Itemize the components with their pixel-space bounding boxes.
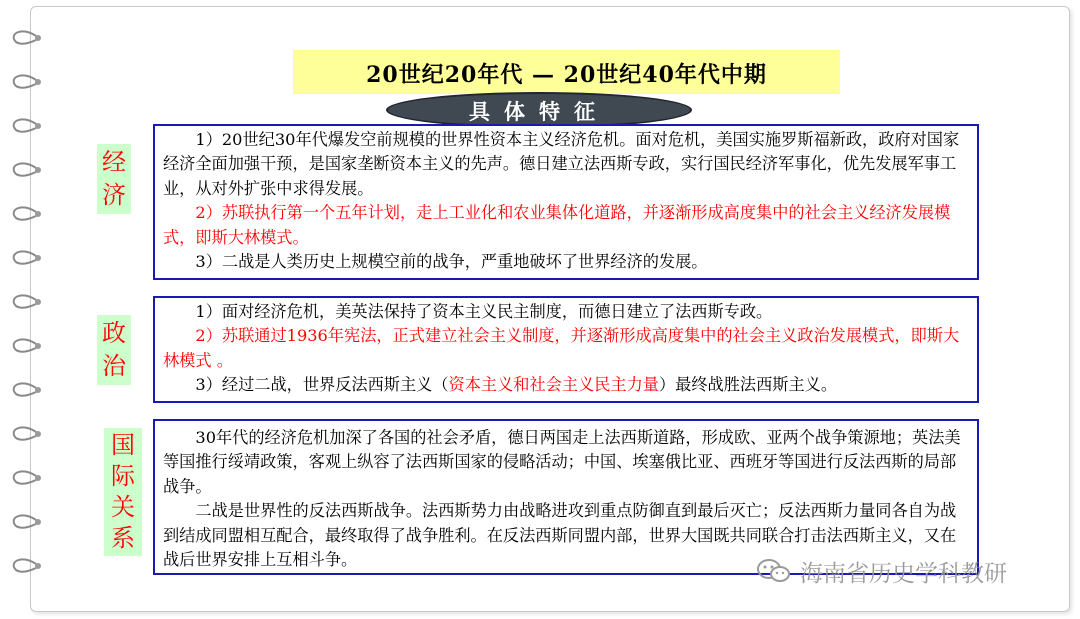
economy-point-1: 1）20世纪30年代爆发空前规模的世界性资本主义经济危机。面对危机，美国实施罗斯福新政，政府对国家经济全面加强干预，是国家垄断资本主义的先声。德日建立法西斯专政，实行国民经济军事化，优先发展军事工业，从对外扩张中求得发展。 (163, 130, 960, 198)
politics-point-2-text: 苏联通过1936年宪法，正式建立社会主义制度，并逐渐形成高度集中的社会主义政治发展模式，即斯大林模式 。 (163, 326, 960, 370)
politics-box (153, 296, 979, 403)
politics-point-3-red: 资本主义和社会主义民主力量 (448, 375, 659, 395)
politics-point-1: 1）面对经济危机，美英法保持了资本主义民主制度，而德日建立了法西斯专政。 (195, 302, 773, 321)
politics-point-3-a: 3）经过二战，世界反法西斯主义（ (195, 375, 449, 395)
label-international-text: 国际关系 (111, 431, 135, 552)
spiral-binding (6, 24, 46, 584)
economy-box (153, 124, 979, 280)
label-politics-text: 政治 (102, 319, 126, 380)
international-para-2: 二战是世界性的反法西斯战争。法西斯势力由战略进攻到重点防御直到最后灭亡；反法西斯力量同各自为战到结成同盟相互配合，最终取得了战争胜利。在反法西斯同盟内部，世界大国既共同联合打击法西斯主义，又在战后世界安排上互相斗争。 (163, 501, 957, 570)
watermark-text: 海南省历史学科教研 (800, 560, 1007, 587)
economy-point-3: 3）二战是人类历史上规模空前的战争，严重地破坏了世界经济的发展。 (195, 252, 708, 272)
watermark (756, 556, 1007, 586)
slide-subtitle: 具体特征 (469, 99, 609, 124)
international-box (153, 419, 979, 575)
economy-point-2: 2）苏联执行第一个五年计划，走上工业化和农业集体化道路，并逐渐形成高度集中的社会主义经济发展模式，即斯大林模式。 (163, 203, 951, 247)
label-economy (97, 144, 131, 214)
spiral-rings-icon (6, 24, 46, 584)
label-politics (97, 315, 131, 385)
label-international (104, 428, 142, 556)
subtitle-oval (386, 92, 692, 128)
international-para-1: 30年代的经济危机加深了各国的社会矛盾，德日两国走上法西斯道路，形成欧、亚两个战争策源地；英法美等国推行绥靖政策，客观上纵容了法西斯国家的侵略活动；中国、埃塞俄比亚、西班牙等国进行反法西斯的局部战争。 (163, 428, 961, 496)
title-banner (293, 50, 840, 94)
label-economy-text: 经济 (102, 148, 126, 209)
politics-point-3 (163, 373, 971, 397)
politics-point-2 (163, 324, 971, 373)
wechat-icon (756, 558, 792, 584)
politics-point-3-b: ）最终战胜法西斯主义。 (658, 375, 838, 395)
slide-title: 20世纪20年代 — 20世纪40年代中期 (366, 62, 767, 88)
politics-point-2-num: 2） (195, 326, 222, 346)
